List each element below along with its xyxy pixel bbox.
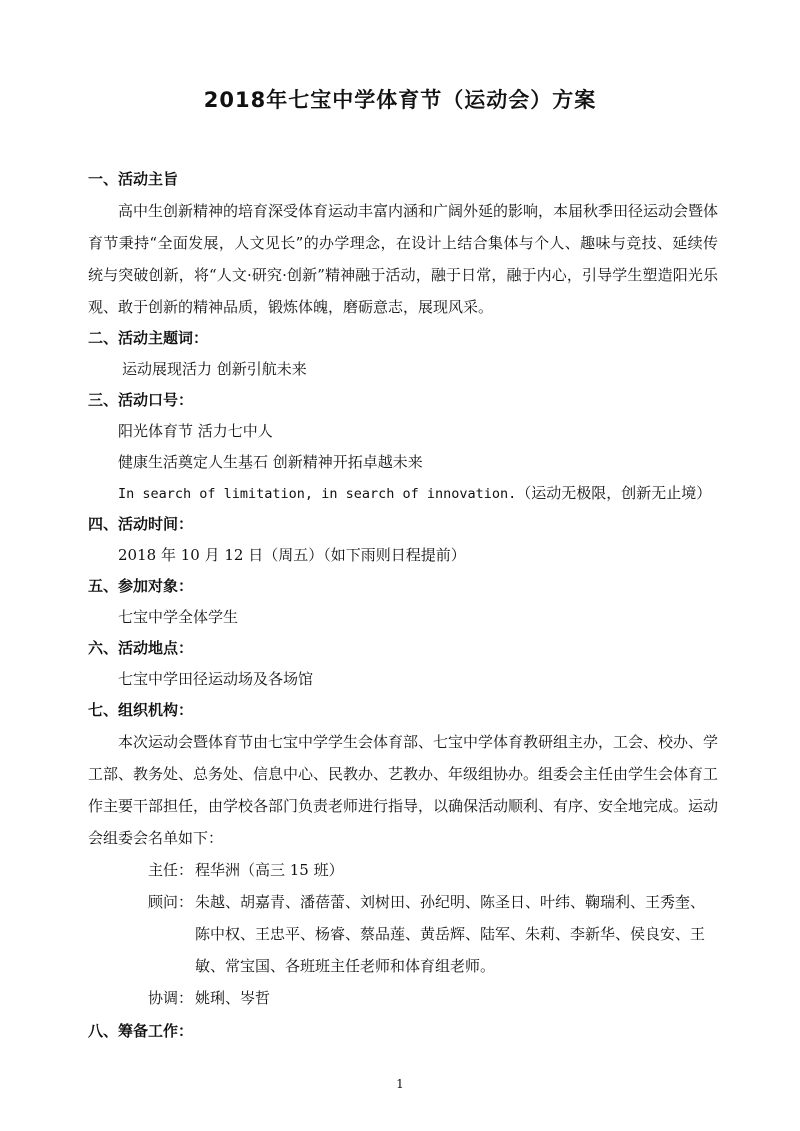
section-heading-slogan: 三、活动口号： (88, 391, 194, 409)
section-heading-organization: 七、组织机构： (88, 701, 194, 719)
advisor-role-label: 顾问： (148, 893, 194, 911)
section-heading-time: 四、活动时间： (88, 515, 194, 533)
chair-role-label: 主任： (148, 861, 194, 879)
slogan-english: In search of limitation, in search of innovation. (118, 486, 517, 502)
section-heading-theme: 二、活动主题词： (88, 329, 209, 347)
committee-advisors (88, 886, 718, 982)
organization-paragraph: 本次运动会暨体育节由七宝中学学生会体育部、七宝中学体育教研组主办，工会、校办、学工部、教务处、总务处、信息中心、民教办、艺教办、年级组协办。组委会主任由学生会体育工作主要干部担任，由学校各部门负责老师进行指导，以确保活动顺利、有序、安全地完成。运动会组委会名单如下： (88, 733, 719, 847)
page-title: 2018年七宝中学体育节（运动会）方案 (203, 88, 597, 112)
slogan-line-3 (88, 478, 718, 509)
participants-text: 七宝中学全体学生 (118, 608, 239, 626)
advisor-names: 朱越、胡嘉青、潘蓓蕾、刘树田、孙纪明、陈圣日、叶纬、鞠瑞利、王秀奎、陈中权、王忠平、杨睿、蔡品莲、黄岳辉、陆军、朱莉、李新华、侯良安、王敏、常宝国、各班班主任老师和体育组老师。 (195, 893, 706, 975)
section-heading-preparation: 八、筹备工作： (88, 1022, 194, 1040)
slogan-chinese-translation: （运动无极限，创新无止境） (516, 484, 712, 502)
page-number: 1 (396, 1077, 404, 1091)
coordinator-names: 姚琍、岑哲 (195, 989, 271, 1007)
section-heading-purpose: 一、活动主旨 (88, 170, 179, 188)
slogan-line-2: 健康生活奠定人生基石 创新精神开拓卓越未来 (118, 453, 423, 471)
event-date: 2018 年 10 月 12 日（周五）（如下雨则日程提前） (118, 546, 466, 564)
committee-coordinators (88, 982, 718, 1014)
location-text: 七宝中学田径运动场及各场馆 (118, 670, 314, 688)
coordinator-role-label: 协调： (148, 989, 194, 1007)
section-heading-participants: 五、参加对象： (88, 577, 194, 595)
purpose-paragraph: 高中生创新精神的培育深受体育运动丰富内涵和广阔外延的影响，本届秋季田径运动会暨体育节秉持“全面发展，人文见长”的办学理念，在设计上结合集体与个人、趣味与竞技、延续传统与突破创新，将“人文·研究·创新”精神融于活动，融于日常，融于内心，引导学生塑造阳光乐观、敢于创新的精神品质，锻炼体魄，磨砺意志，展现风采。 (88, 202, 719, 316)
section-heading-location: 六、活动地点： (88, 639, 194, 657)
slogan-line-1: 阳光体育节 活力七中人 (118, 422, 273, 440)
chair-name: 程华洲（高三 15 班） (195, 861, 344, 879)
theme-text: 运动展现活力 创新引航未来 (122, 360, 307, 378)
document-body (88, 164, 718, 1047)
committee-chair (88, 854, 718, 886)
